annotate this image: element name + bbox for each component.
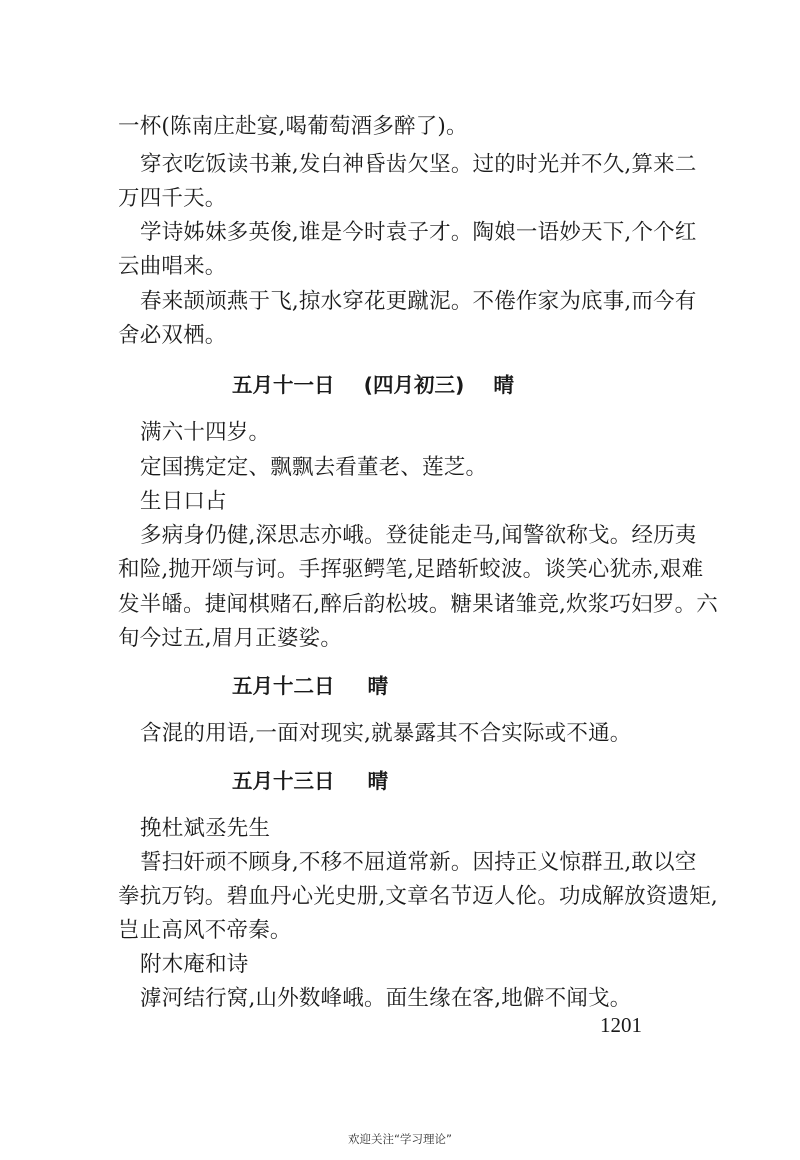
entry-date: 五月十三日 bbox=[232, 769, 335, 793]
poem-title: 挽杜斌丞先生 bbox=[140, 816, 271, 841]
entry-lunar-date: (四月初三) bbox=[363, 373, 465, 397]
body-line: 学诗姊妹多英俊,谁是今时袁子才。陶娘一语妙天下,个个红 bbox=[140, 220, 697, 245]
body-line: 一杯(陈南庄赴宴,喝葡萄酒多醉了)。 bbox=[118, 114, 468, 139]
entry-heading-may11 bbox=[232, 372, 514, 398]
body-line: 满六十四岁。 bbox=[140, 420, 271, 445]
poem-title: 附木庵和诗 bbox=[140, 952, 249, 977]
page-number: 1201 bbox=[600, 1013, 642, 1037]
body-line: 穿衣吃饭读书兼,发白神昏齿欠坚。过的时光并不久,算来二 bbox=[140, 152, 697, 177]
body-line: 拳抗万钧。碧血丹心光史册,文章名节迈人伦。功成解放资遗矩, bbox=[118, 884, 718, 909]
footer-note: 欢迎关注“学习理论” bbox=[348, 1132, 452, 1146]
entry-heading-may13 bbox=[232, 768, 388, 794]
entry-weather: 晴 bbox=[367, 674, 389, 698]
body-line: 舍必双栖。 bbox=[118, 323, 227, 348]
body-line: 旬今过五,眉月正婆娑。 bbox=[118, 626, 343, 651]
entry-heading-may12 bbox=[232, 673, 388, 699]
body-line: 云曲唱来。 bbox=[118, 254, 227, 279]
body-line: 和险,抛开颂与诃。手挥驱鳄笔,足踏斩蛟波。谈笑心犹赤,艰难 bbox=[118, 557, 704, 582]
entry-date: 五月十二日 bbox=[232, 674, 335, 698]
body-line: 定国携定定、飘飘去看董老、莲芝。 bbox=[140, 455, 488, 480]
body-line: 岂止高风不帝秦。 bbox=[118, 918, 292, 943]
entry-date: 五月十一日 bbox=[232, 373, 335, 397]
entry-weather: 晴 bbox=[493, 373, 515, 397]
poem-title: 生日口占 bbox=[140, 489, 227, 514]
body-line: 万四千天。 bbox=[118, 186, 227, 211]
body-line: 春来颉颃燕于飞,掠水穿花更蹴泥。不倦作家为底事,而今有 bbox=[140, 289, 697, 314]
body-line: 多病身仍健,深思志亦峨。登徒能走马,闻警欲称戈。经历夷 bbox=[140, 523, 697, 548]
body-line: 发半皤。捷闻棋赌石,醉后韵松坡。糖果诸雏竞,炊浆巧妇罗。六 bbox=[118, 592, 718, 617]
body-line: 含混的用语,一面对现实,就暴露其不合实际或不通。 bbox=[140, 721, 632, 746]
body-line: 誓扫奸顽不顾身,不移不屈道常新。因持正义惊群丑,敢以空 bbox=[140, 850, 697, 875]
body-line: 滹河结行窝,山外数峰峨。面生缘在客,地僻不闻戈。 bbox=[140, 986, 632, 1011]
entry-weather: 晴 bbox=[367, 769, 389, 793]
